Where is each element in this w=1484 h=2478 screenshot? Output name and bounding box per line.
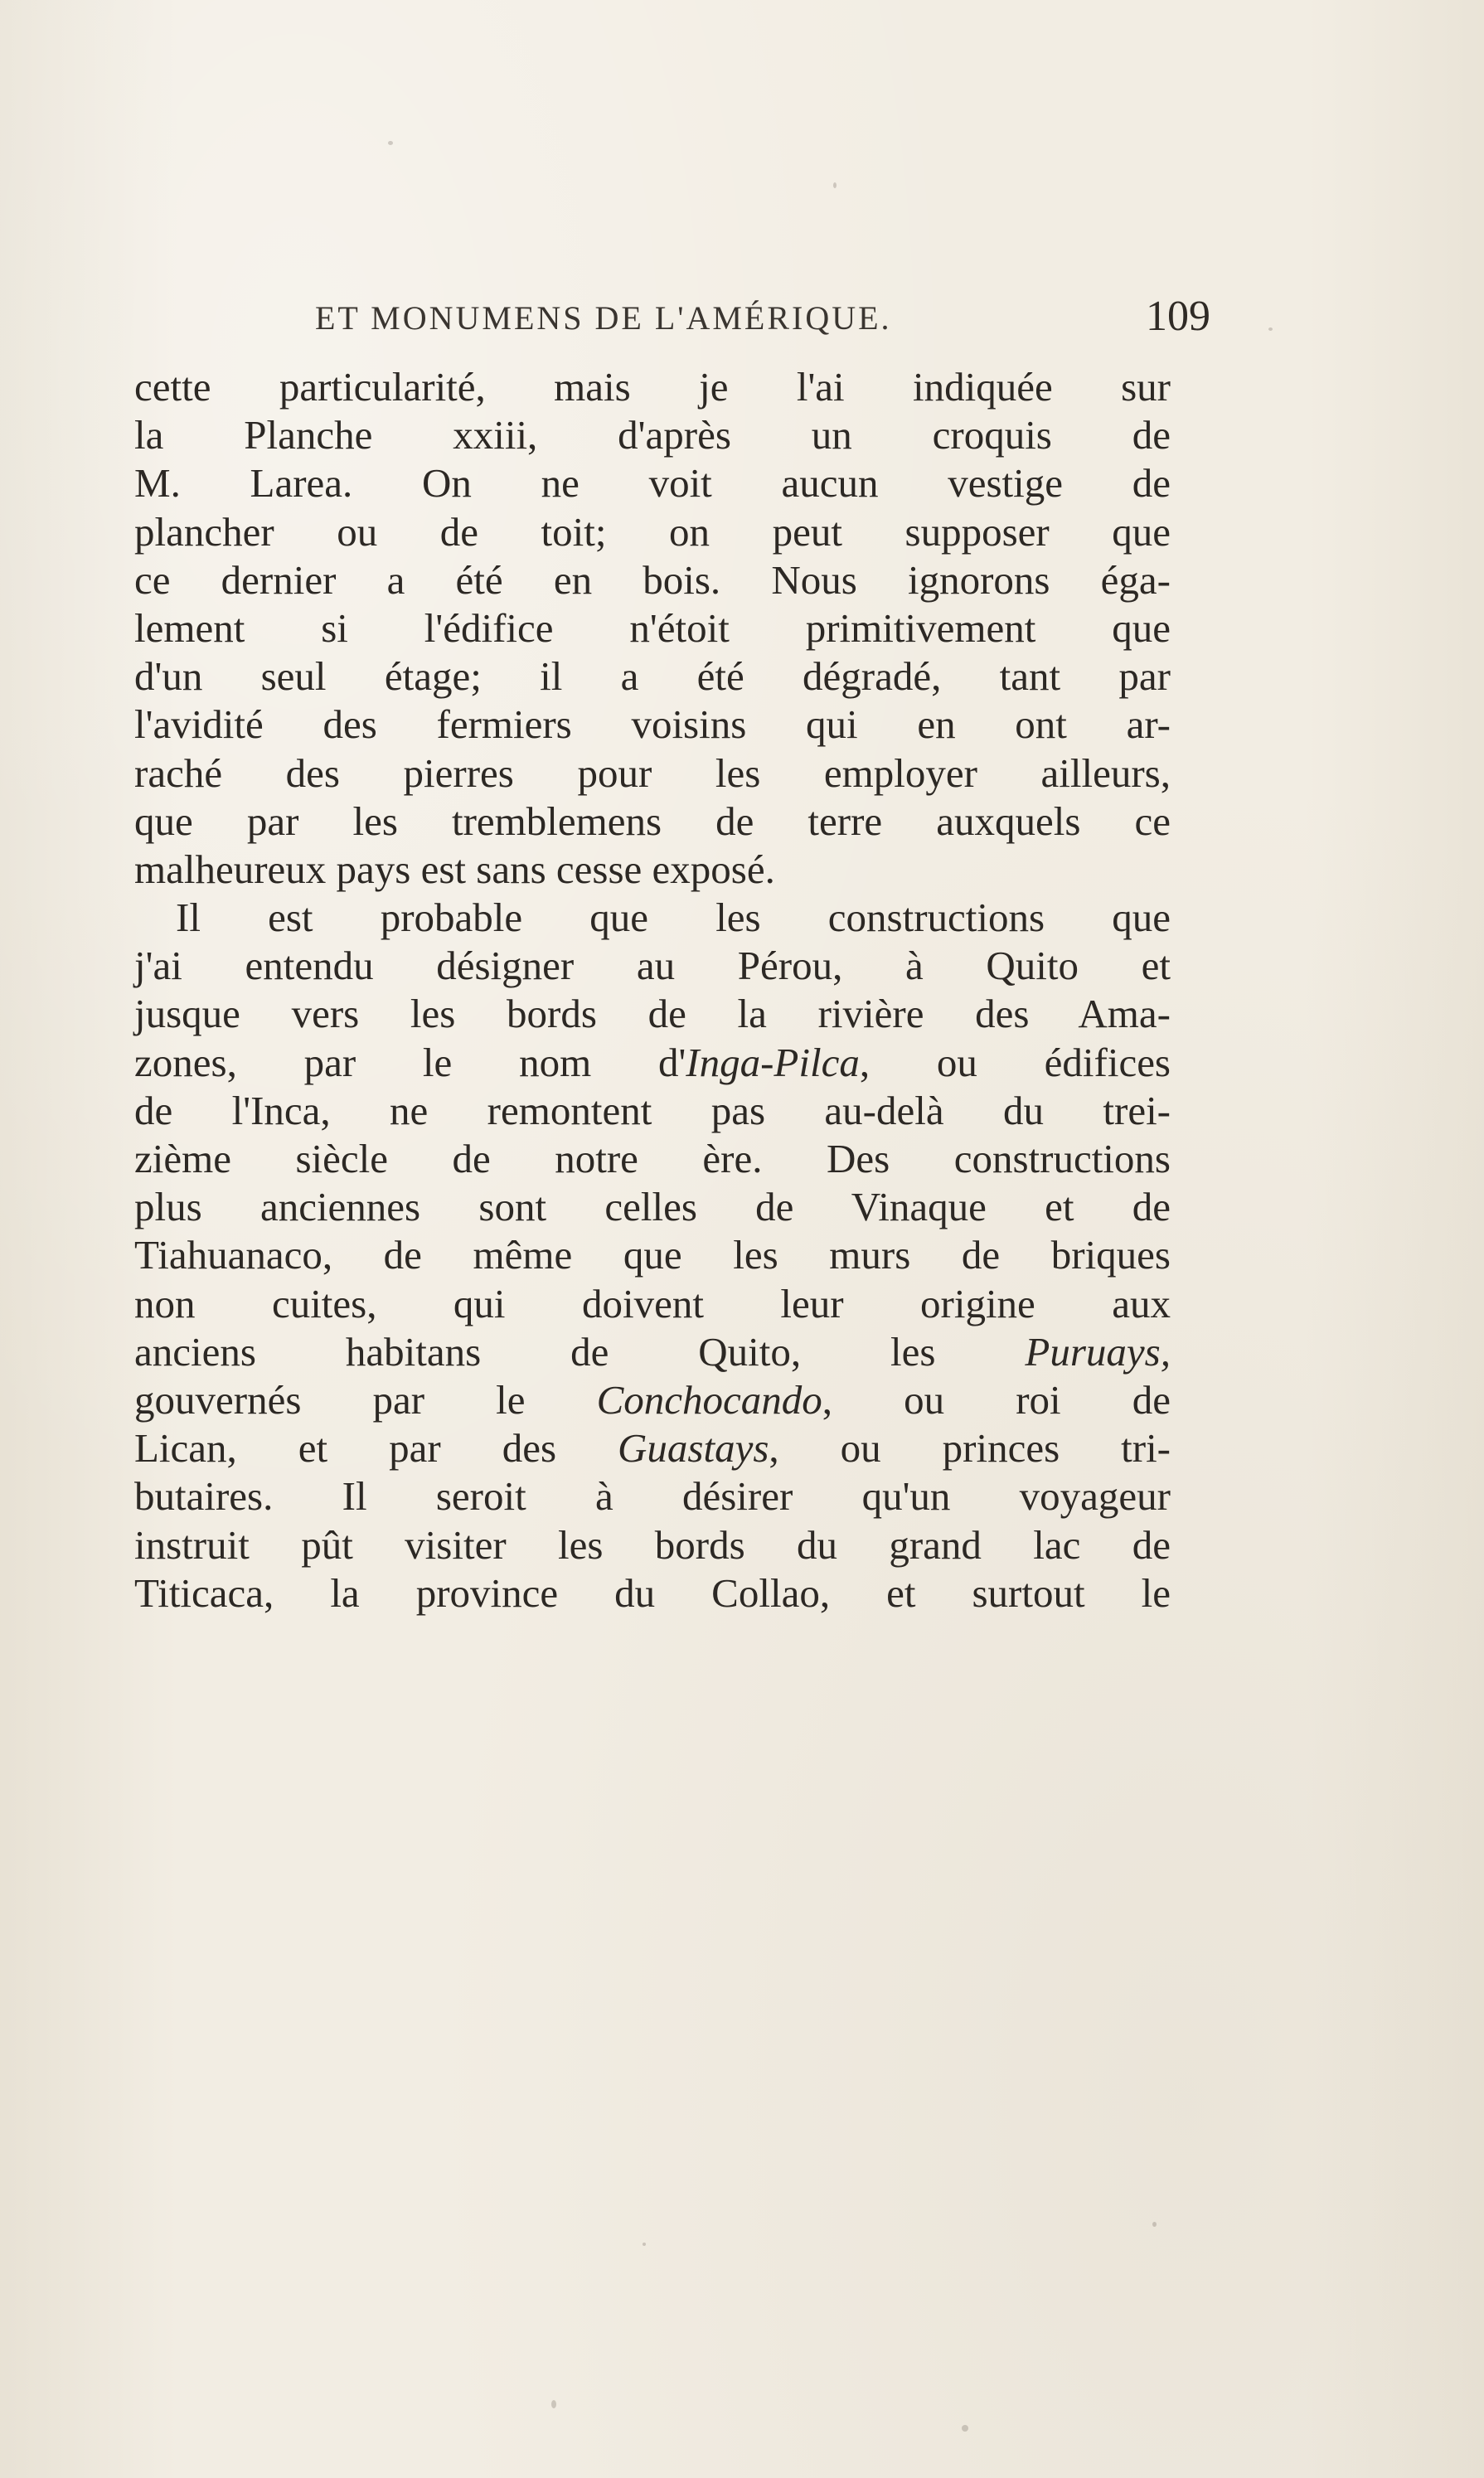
italic-term: Inga-Pilca	[686, 1039, 860, 1085]
text-line: la Planche xxiii, d'après un croquis de	[134, 412, 1171, 458]
paper-speck	[1152, 2222, 1157, 2227]
text-line: Il est probable que les constructions que	[176, 895, 1171, 941]
running-head-title: ET MONUMENS DE L'AMÉRIQUE.	[315, 299, 892, 337]
text-fragment: , ou princes tri-	[769, 1425, 1171, 1472]
paper-speck	[962, 2425, 968, 2432]
text-line: non cuites, qui doivent leur origine aux	[134, 1280, 1171, 1326]
text-line-mixed	[134, 1424, 1171, 1472]
page-number: 109	[1146, 293, 1210, 340]
running-head	[315, 293, 1210, 348]
text-fragment: zones, par le nom d'	[134, 1039, 686, 1085]
paper-speck	[551, 2400, 556, 2408]
text-fragment: , ou édifices	[859, 1039, 1171, 1085]
body-text	[134, 363, 1171, 1617]
text-line: zième siècle de notre ère. Des constructions	[134, 1136, 1171, 1181]
text-line: M. Larea. On ne voit aucun vestige de	[134, 460, 1171, 507]
text-fragment: gouvernés par le	[134, 1376, 597, 1423]
italic-term: Conchocando	[596, 1376, 822, 1423]
paper-speck	[833, 182, 837, 188]
text-line: raché des pierres pour les employer ailleurs,	[134, 749, 1171, 796]
text-line: plus anciennes sont celles de Vinaque et de	[134, 1184, 1171, 1230]
text-line: Tiahuanaco, de même que les murs de briques	[134, 1232, 1171, 1278]
text-line: lement si l'édifice n'étoit primitivement que	[134, 604, 1171, 651]
text-line: cette particularité, mais je l'ai indiquée sur	[134, 364, 1171, 410]
text-line: ce dernier a été en bois. Nous ignorons éga-	[134, 556, 1171, 603]
text-line: malheureux pays est sans cesse exposé.	[134, 846, 775, 892]
text-line: jusque vers les bords de la rivière des Ama-	[134, 991, 1171, 1037]
text-line: que par les tremblemens de terre auxquels ce	[134, 798, 1171, 844]
text-line: l'avidité des fermiers voisins qui en ont ar-	[134, 701, 1171, 748]
text-line-mixed	[134, 1376, 1171, 1424]
italic-term: Puruays,	[1025, 1328, 1171, 1375]
text-fragment: anciens habitans de Quito, les	[134, 1328, 1026, 1375]
paper-speck	[1268, 327, 1273, 331]
text-line: d'un seul étage; il a été dégradé, tant par	[134, 653, 1171, 700]
text-line: butaires. Il seroit à désirer qu'un voyageur	[134, 1473, 1171, 1520]
text-line-mixed	[134, 1328, 1171, 1376]
text-line: Titicaca, la province du Collao, et surtout le	[134, 1569, 1171, 1616]
text-line-mixed	[134, 1039, 1171, 1087]
text-fragment: , ou roi de	[822, 1376, 1171, 1423]
text-line: de l'Inca, ne remontent pas au-delà du trei-	[134, 1087, 1171, 1133]
text-fragment: Lican, et par des	[134, 1425, 618, 1472]
paper-speck	[388, 141, 393, 145]
paper-speck	[643, 2243, 646, 2246]
text-line: j'ai entendu désigner au Pérou, à Quito et	[134, 943, 1171, 989]
text-line: instruit pût visiter les bords du grand lac de	[134, 1521, 1171, 1568]
italic-term: Guastays	[618, 1425, 769, 1472]
text-line: plancher ou de toit; on peut supposer que	[134, 508, 1171, 555]
